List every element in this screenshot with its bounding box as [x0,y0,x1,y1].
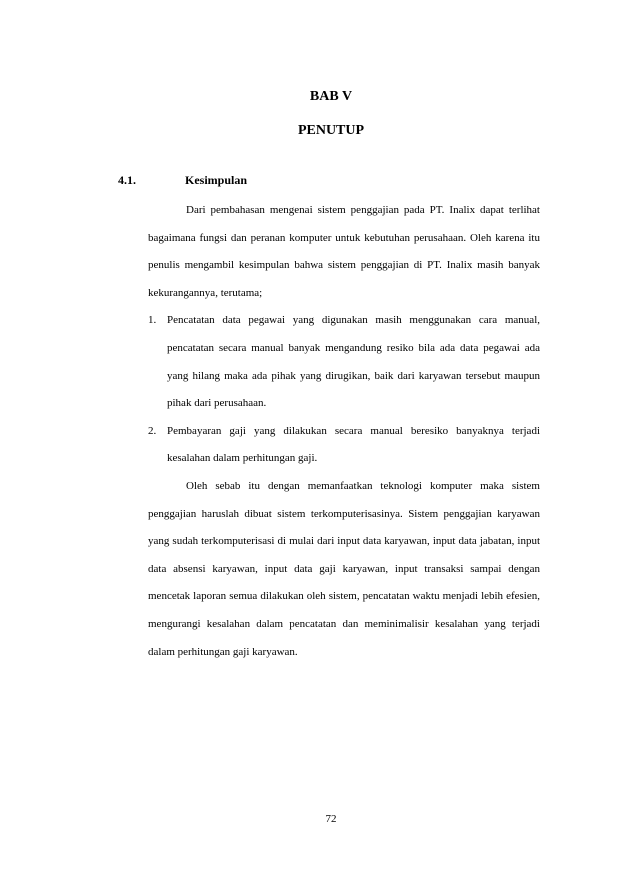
list-item-text: Pembayaran gaji yang dilakukan secara manual beresiko banyaknya terjadi kesalahan dalam perhitungan gaji. [167,424,540,465]
body-text [148,197,540,666]
list-item-number: 2. [148,424,157,437]
chapter-label-text: BAB V [309,89,353,104]
list-item [148,418,540,473]
list-item-text: Pencatatan data pegawai yang digunakan masih menggunakan cara manual, pencatatan secara manual banyak mengandung resiko bila ada data pegawai ada yang hilang maka ada pihak yang dirugikan, baik dari karyawan tersebut maupun pihak dari perusahaan. [167,314,540,410]
paragraph-intro: Dari pembahasan mengenai sistem penggajian pada PT. Inalix dapat terlihat bagaimana fungsi dan peranan komputer untuk kebutuhan perusahaan. Oleh karena itu penulis mengambil kesimpulan bahwa sistem penggajian di PT. Inalix masih banyak kekurangannya, terutama; [148,204,540,299]
list-item [148,307,540,417]
list-item-number: 1. [148,314,157,327]
page-number-text: 72 [325,813,337,825]
numbered-list [148,307,540,473]
chapter-title-text: PENUTUP [297,123,365,138]
section-title: Kesimpulan [185,173,248,187]
page-number [0,813,620,825]
chapter-title [0,122,620,140]
section-number: 4.1. [118,173,136,187]
chapter-label [0,88,620,106]
paragraph-conclusion: Oleh sebab itu dengan memanfaatkan teknologi komputer maka sistem penggajian haruslah dibuat sistem terkomputerisasinya. Sistem penggajian karyawan yang sudah terkomputerisasi di mulai dari input data karyawan, input data jabatan, input data absensi karyawan, input data gaji karyawan, input transaksi sampai dengan mencetak laporan semua dilakukan oleh sistem, pencatatan waktu menjadi lebih efesien, mengurangi kesalahan dalam pencatatan dan meminimalisir kesalahan yang terjadi dalam perhitungan gaji karyawan. [148,479,540,658]
